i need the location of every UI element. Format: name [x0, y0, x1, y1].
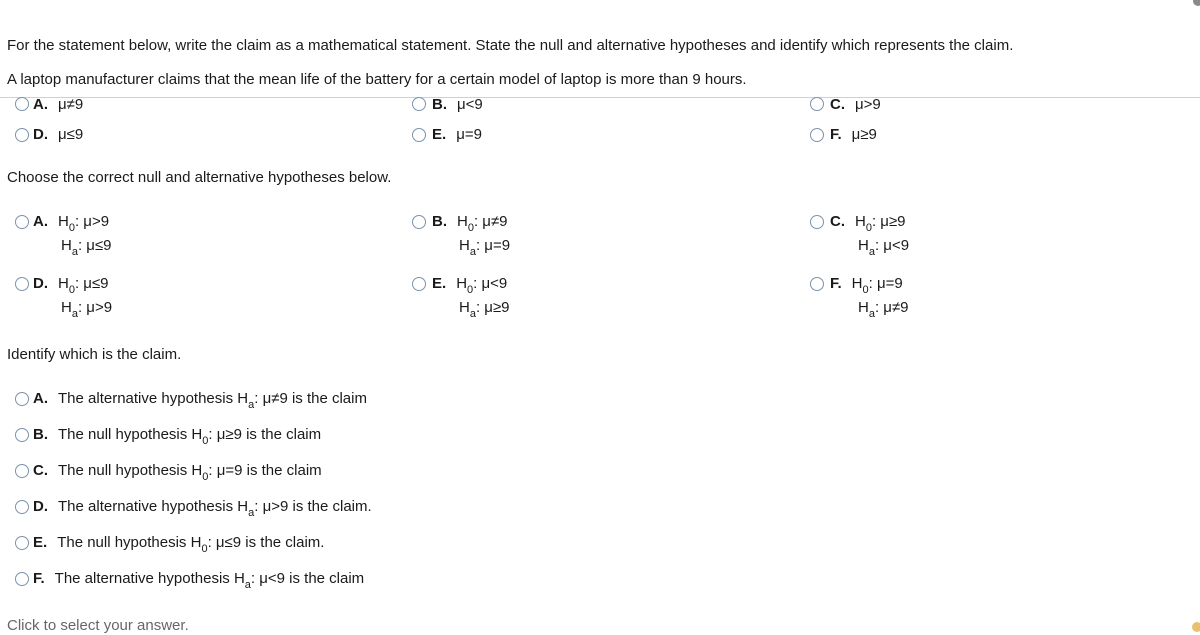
option-letter: D.: [33, 126, 48, 143]
h0-line: $H_0$: μ<9: [456, 275, 508, 296]
option-expr: μ≠9: [58, 96, 84, 113]
hyp-option-f[interactable]: [830, 275, 903, 294]
option-letter: C.: [830, 213, 845, 230]
ha-line: $H_a$: μ<9: [858, 237, 910, 258]
hyp-option-a[interactable]: [33, 213, 109, 232]
ha-line: $H_a$: μ≤9: [61, 237, 112, 258]
option-letter: B.: [33, 426, 48, 443]
option-expr: μ=9: [456, 126, 482, 143]
option-letter: E.: [432, 126, 447, 143]
hyp-radio-d[interactable]: [15, 277, 29, 291]
option-letter: A.: [33, 213, 48, 230]
option-letter: C.: [830, 96, 845, 113]
option-text: The alternative hypothesis $H_a$: μ≠9 is the claim: [58, 390, 367, 411]
ha-line: $H_a$: μ≠9: [858, 299, 909, 320]
option-letter: B.: [432, 96, 447, 113]
option-letter: F.: [830, 275, 842, 292]
corner-marker-icon: [1192, 622, 1200, 632]
option-expr: μ<9: [457, 96, 483, 113]
claim-radio-b[interactable]: [412, 97, 426, 111]
identify-radio-c[interactable]: [15, 464, 29, 478]
identify-option-a[interactable]: [33, 390, 367, 409]
claim-option-a[interactable]: [33, 96, 83, 114]
option-text: The alternative hypothesis $H_a$: μ>9 is the claim.: [58, 498, 372, 519]
option-letter: D.: [33, 275, 48, 292]
option-letter: A.: [33, 96, 48, 113]
hyp-radio-f[interactable]: [810, 277, 824, 291]
option-letter: E.: [432, 275, 447, 292]
question-instruction: For the statement below, write the claim as a mathematical statement. State the null and alternative hypotheses and identify which represents the claim.: [7, 37, 1014, 54]
option-letter: F.: [33, 570, 45, 587]
h0-line: $H_0$: μ≠9: [457, 213, 508, 234]
hyp-radio-e[interactable]: [412, 277, 426, 291]
hyp-radio-b[interactable]: [412, 215, 426, 229]
option-letter: E.: [33, 534, 48, 551]
h0-line: $H_0$: μ=9: [851, 275, 903, 296]
hyp-option-b[interactable]: [432, 213, 508, 232]
hypotheses-prompt: Choose the correct null and alternative hypotheses below.: [7, 169, 392, 186]
hyp-option-e[interactable]: [432, 275, 507, 294]
option-letter: C.: [33, 462, 48, 479]
option-text: The null hypothesis $H_0$: μ=9 is the claim: [58, 462, 322, 483]
claim-option-f[interactable]: [830, 126, 877, 144]
identify-radio-f[interactable]: [15, 572, 29, 586]
claim-radio-a[interactable]: [15, 97, 29, 111]
identify-option-d[interactable]: [33, 498, 372, 517]
claim-radio-d[interactable]: [15, 128, 29, 142]
option-expr: μ≥9: [851, 126, 877, 143]
identify-prompt: Identify which is the claim.: [7, 346, 182, 363]
identify-radio-a[interactable]: [15, 392, 29, 406]
claim-option-d[interactable]: [33, 126, 83, 144]
option-letter: A.: [33, 390, 48, 407]
hyp-radio-a[interactable]: [15, 215, 29, 229]
claim-option-e[interactable]: [432, 126, 482, 144]
h0-line: $H_0$: μ≤9: [58, 275, 109, 296]
identify-option-b[interactable]: [33, 426, 321, 445]
option-text: The null hypothesis $H_0$: μ≥9 is the claim: [58, 426, 322, 447]
hyp-option-c[interactable]: [830, 213, 906, 232]
claim-radio-e[interactable]: [412, 128, 426, 142]
option-expr: μ>9: [855, 96, 881, 113]
identify-radio-d[interactable]: [15, 500, 29, 514]
question-statement: A laptop manufacturer claims that the mean life of the battery for a certain model of laptop is more than 9 hours.: [7, 71, 747, 88]
option-letter: F.: [830, 126, 842, 143]
claim-option-c[interactable]: [830, 96, 881, 114]
option-letter: D.: [33, 498, 48, 515]
ha-line: $H_a$: μ≥9: [459, 299, 510, 320]
ha-line: $H_a$: μ>9: [61, 299, 113, 320]
identify-radio-e[interactable]: [15, 536, 29, 550]
scroll-divider: [0, 97, 1200, 98]
hyp-option-d[interactable]: [33, 275, 109, 294]
claim-radio-c[interactable]: [810, 97, 824, 111]
footer-instruction: Click to select your answer.: [7, 617, 189, 634]
identify-radio-b[interactable]: [15, 428, 29, 442]
identify-option-e[interactable]: [33, 534, 324, 553]
hyp-radio-c[interactable]: [810, 215, 824, 229]
claim-radio-f[interactable]: [810, 128, 824, 142]
h0-line: $H_0$: μ>9: [58, 213, 110, 234]
option-text: The alternative hypothesis $H_a$: μ<9 is the claim: [54, 570, 365, 591]
claim-option-b[interactable]: [432, 96, 483, 114]
corner-marker-icon: [1193, 0, 1200, 6]
option-letter: B.: [432, 213, 447, 230]
option-expr: μ≤9: [58, 126, 84, 143]
identify-option-c[interactable]: [33, 462, 322, 481]
h0-line: $H_0$: μ≥9: [855, 213, 906, 234]
identify-option-f[interactable]: [33, 570, 364, 589]
ha-line: $H_a$: μ=9: [459, 237, 511, 258]
option-text: The null hypothesis $H_0$: μ≤9 is the claim.: [57, 534, 325, 555]
